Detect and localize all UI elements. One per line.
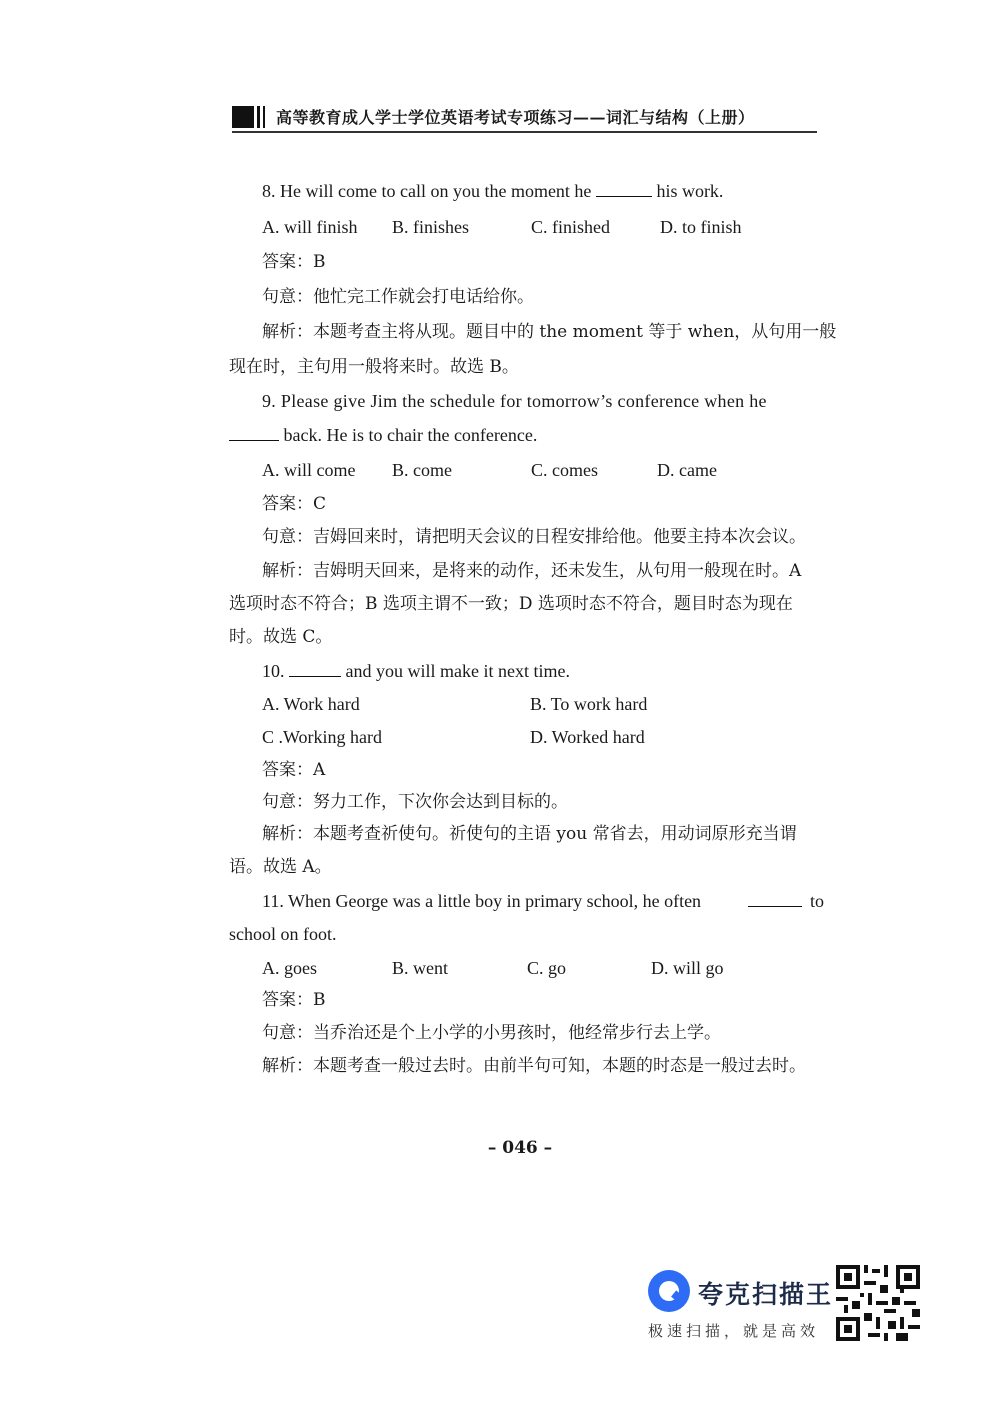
meaning-line: 句意：努力工作，下次你会达到目标的。: [262, 792, 568, 812]
answer-line: 答案：B: [262, 990, 326, 1010]
analysis-line: 语。故选 A。: [229, 857, 332, 877]
option-b: B. finishes: [392, 217, 470, 237]
question-10-stem: [262, 660, 570, 682]
stem-text: and you will make it next time.: [341, 661, 570, 681]
header-rule: [232, 131, 817, 133]
option-c: C. finished: [531, 217, 610, 237]
stem-text: 8. He will come to call on you the moment he: [262, 181, 596, 201]
option-a: A. will finish: [262, 217, 358, 237]
quark-logo-icon: [648, 1270, 690, 1312]
stem-text: 10.: [262, 661, 289, 681]
header-block-mark: [232, 106, 254, 128]
watermark-slogan: 极速扫描，就是高效: [648, 1322, 820, 1340]
meaning-line: 句意：当乔治还是个上小学的小男孩时，他经常步行去上学。: [262, 1023, 721, 1043]
answer-line: 答案：C: [262, 494, 327, 514]
option-a: A. will come: [262, 460, 356, 480]
option-c: C. go: [527, 958, 567, 978]
option-a: A. Work hard: [262, 694, 360, 714]
answer-line: 答案：A: [262, 760, 326, 780]
header-bar-mark: [263, 106, 265, 128]
stem-text: back. He is to chair the conference.: [279, 425, 538, 445]
analysis-line: 选项时态不符合；B 选项主谓不一致；D 选项时态不符合，题目时态为现在: [229, 594, 793, 614]
option-d: D. Worked hard: [530, 727, 645, 747]
option-b: B. come: [392, 460, 452, 480]
analysis-line: 解析：吉姆明天回来，是将来的动作，还未发生，从句用一般现在时。A: [262, 561, 802, 581]
answer-blank: [289, 662, 341, 677]
analysis-line: 解析：本题考查主将从现。题目中的 the moment 等于 when，从句用一般: [262, 322, 837, 342]
answer-blank: [748, 892, 802, 907]
option-a: A. goes: [262, 958, 317, 978]
question-8-stem: [262, 180, 723, 202]
header-bar-mark: [257, 106, 260, 128]
answer-blank: [596, 182, 652, 197]
analysis-line: 现在时，主句用一般将来时。故选 B。: [229, 357, 519, 377]
running-header: 高等教育成人学士学位英语考试专项练习——词汇与结构（上册）: [276, 108, 755, 127]
option-d: D. to finish: [660, 217, 742, 237]
question-11-stem: 11. When George was a little boy in primary school, he often: [262, 891, 702, 911]
watermark-brand: 夸克扫描王: [698, 1280, 834, 1309]
qr-code-icon: [836, 1265, 920, 1341]
option-c: C .Working hard: [262, 727, 383, 747]
meaning-line: 句意：吉姆回来时，请把明天会议的日程安排给他。他要主持本次会议。: [262, 527, 806, 547]
stem-text: his work.: [651, 181, 724, 201]
analysis-line: 解析：本题考查一般过去时。由前半句可知，本题的时态是一般过去时。: [262, 1056, 806, 1076]
meaning-line: 句意：他忙完工作就会打电话给你。: [262, 287, 534, 307]
page-number: – 046 –: [487, 1138, 553, 1158]
question-11-stem-line2: school on foot.: [229, 924, 337, 944]
question-9-stem-line2: [229, 424, 537, 446]
question-11-stem-end: to: [810, 891, 825, 911]
answer-blank: [229, 426, 279, 441]
option-d: D. came: [657, 460, 717, 480]
option-c: C. comes: [531, 460, 598, 480]
option-b: B. To work hard: [530, 694, 648, 714]
question-9-stem: 9. Please give Jim the schedule for tomorrow’s conference when he: [262, 391, 767, 411]
option-d: D. will go: [651, 958, 724, 978]
answer-line: 答案：B: [262, 252, 326, 272]
analysis-line: 时。故选 C。: [229, 627, 333, 647]
option-b: B. went: [392, 958, 448, 978]
analysis-line: 解析：本题考查祈使句。祈使句的主语 you 常省去，用动词原形充当谓: [262, 824, 797, 844]
